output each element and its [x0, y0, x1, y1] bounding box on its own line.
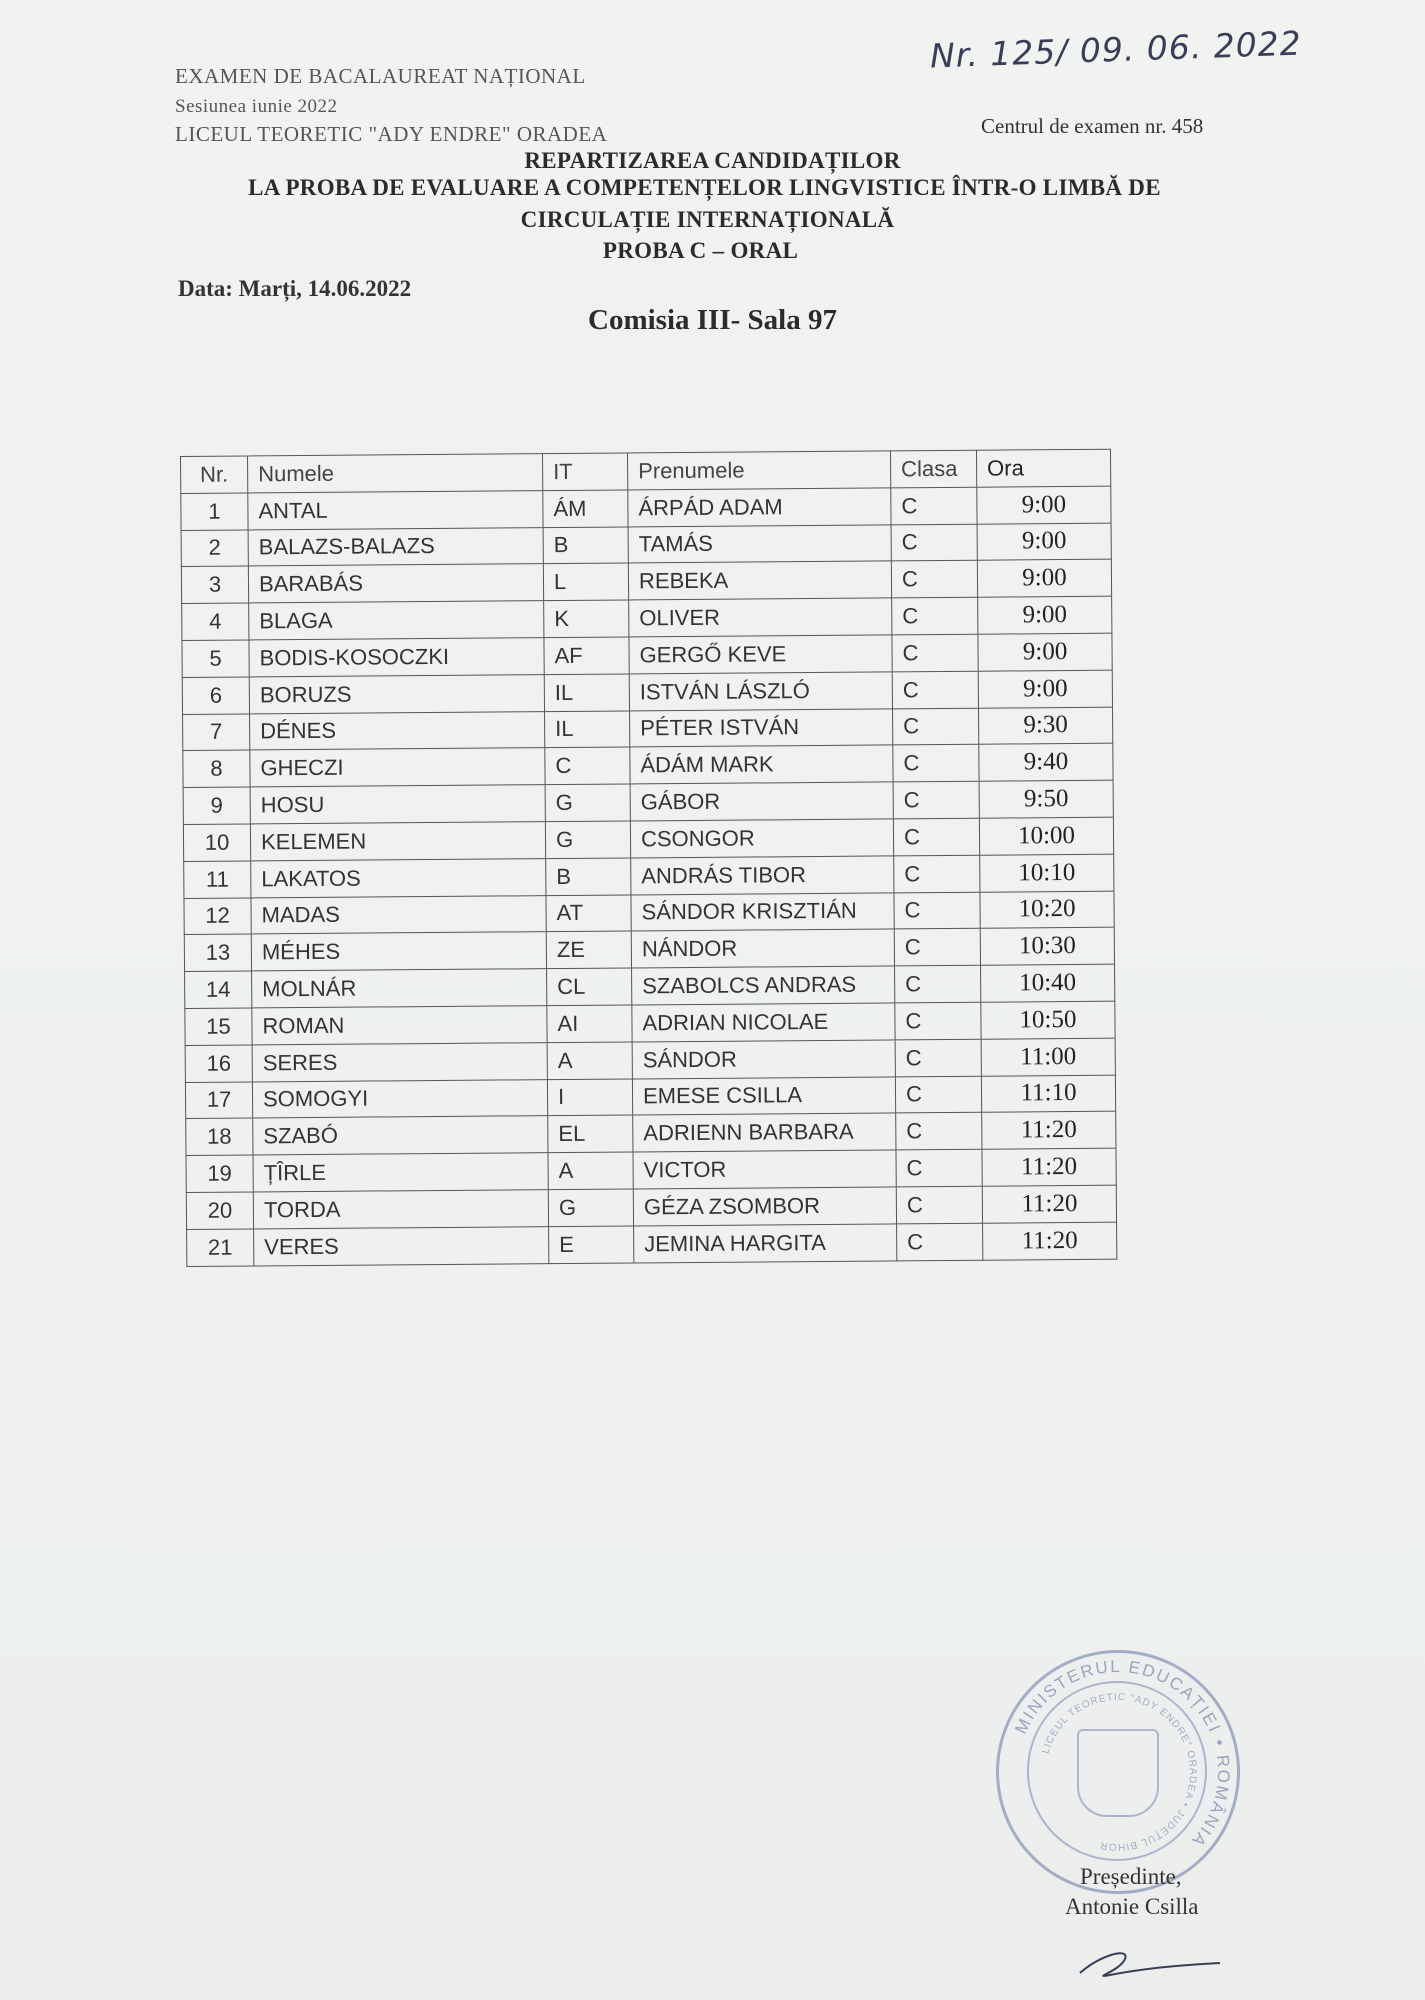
cell-numele: BORUZS: [249, 674, 544, 713]
cell-clasa: C: [893, 818, 979, 855]
cell-it: CL: [547, 968, 632, 1005]
cell-numele: HOSU: [250, 785, 545, 824]
cell-clasa: C: [892, 671, 978, 708]
signatory-name: Antonie Csilla: [1065, 1894, 1199, 1919]
cell-clasa: C: [893, 745, 979, 782]
cell-clasa: C: [895, 1002, 981, 1039]
header-numele: Numele: [248, 454, 543, 493]
cell-prenumele: SZABOLCS ANDRAS: [632, 966, 895, 1005]
cell-numele: KELEMEN: [250, 822, 545, 861]
cell-nr: 2: [181, 530, 248, 567]
cell-prenumele: CSONGOR: [630, 819, 893, 858]
cell-prenumele: ÁRPÁD ADAM: [628, 488, 891, 527]
cell-nr: 12: [184, 898, 251, 935]
cell-nr: 21: [187, 1229, 254, 1266]
cell-clasa: C: [895, 1039, 981, 1076]
cell-clasa: C: [895, 1076, 981, 1113]
cell-nr: 11: [184, 861, 251, 898]
cell-ora: 11:10: [981, 1075, 1115, 1113]
cell-ora: 9:30: [979, 707, 1113, 745]
cell-it: ZE: [546, 931, 631, 968]
cell-nr: 13: [184, 934, 251, 971]
cell-it: A: [547, 1042, 632, 1079]
cell-prenumele: REBEKA: [628, 561, 891, 600]
school-line: LICEUL TEORETIC "ADY ENDRE" ORADEA: [175, 122, 608, 146]
header-clasa: Clasa: [890, 450, 976, 487]
cell-ora: 11:20: [982, 1148, 1116, 1186]
header-ora: Ora: [976, 449, 1110, 487]
cell-prenumele: VICTOR: [633, 1150, 896, 1189]
cell-clasa: C: [894, 929, 980, 966]
cell-numele: SOMOGYI: [252, 1079, 547, 1118]
header-nr: Nr.: [181, 456, 248, 493]
cell-it: ÁM: [543, 490, 628, 527]
cell-numele: BALAZS-BALAZS: [248, 527, 543, 566]
table-row: [187, 1222, 1117, 1266]
cell-prenumele: JEMINA HARGITA: [634, 1224, 897, 1263]
title-line-2: LA PROBA DE EVALUARE A COMPETENȚELOR LINGVISTICE ÎNTR-O LIMBĂ DE: [248, 175, 1161, 200]
cell-it: B: [543, 527, 628, 564]
session-line: Sesiunea iunie 2022: [175, 96, 338, 117]
cell-prenumele: ANDRÁS TIBOR: [631, 856, 894, 895]
cell-it: A: [548, 1152, 633, 1189]
cell-prenumele: GERGŐ KEVE: [629, 635, 892, 674]
cell-it: EL: [548, 1115, 633, 1152]
cell-ora: 10:30: [980, 928, 1114, 966]
cell-prenumele: ISTVÁN LÁSZLÓ: [629, 672, 892, 711]
cell-ora: 9:50: [979, 780, 1113, 818]
cell-ora: 11:20: [983, 1222, 1117, 1260]
cell-clasa: C: [892, 597, 978, 634]
cell-ora: 10:40: [981, 964, 1115, 1002]
cell-it: B: [546, 858, 631, 895]
cell-ora: 10:20: [980, 891, 1114, 929]
cell-prenumele: ADRIENN BARBARA: [633, 1113, 896, 1152]
cell-clasa: C: [895, 965, 981, 1002]
cell-nr: 7: [183, 714, 250, 751]
cell-prenumele: GÁBOR: [630, 782, 893, 821]
cell-clasa: C: [891, 487, 977, 524]
handwritten-signature: [1070, 1935, 1230, 1985]
cell-clasa: C: [896, 1186, 982, 1223]
official-stamp: [996, 1650, 1240, 1894]
exam-center-number: Centrul de examen nr. 458: [981, 114, 1204, 138]
cell-ora: 9:40: [979, 744, 1113, 782]
cell-clasa: C: [892, 634, 978, 671]
cell-nr: 4: [182, 603, 249, 640]
handwritten-registration-number: Nr. 125/ 09. 06. 2022: [929, 23, 1303, 76]
cell-nr: 17: [185, 1081, 252, 1118]
cell-ora: 11:20: [982, 1112, 1116, 1150]
cell-it: G: [548, 1189, 633, 1226]
header-prenumele: Prenumele: [627, 451, 890, 490]
cell-it: IL: [544, 674, 629, 711]
cell-clasa: C: [896, 1149, 982, 1186]
exam-date: Data: Marți, 14.06.2022: [178, 276, 412, 301]
cell-ora: 9:00: [978, 596, 1112, 634]
cell-ora: 11:00: [981, 1038, 1115, 1076]
cell-prenumele: GÉZA ZSOMBOR: [633, 1187, 896, 1226]
cell-numele: SERES: [252, 1042, 547, 1081]
cell-nr: 9: [183, 787, 250, 824]
cell-it: IL: [545, 711, 630, 748]
cell-clasa: C: [893, 781, 979, 818]
cell-numele: ANTAL: [248, 490, 543, 529]
cell-numele: TORDA: [253, 1190, 548, 1229]
cell-ora: 9:00: [977, 523, 1111, 561]
cell-prenumele: OLIVER: [629, 598, 892, 637]
cell-numele: ȚÎRLE: [253, 1153, 548, 1192]
cell-nr: 10: [183, 824, 250, 861]
cell-clasa: C: [896, 1113, 982, 1150]
cell-it: AT: [546, 895, 631, 932]
cell-it: K: [544, 600, 629, 637]
cell-nr: 18: [186, 1118, 253, 1155]
cell-it: AI: [547, 1005, 632, 1042]
cell-it: L: [543, 563, 628, 600]
cell-prenumele: SÁNDOR: [632, 1040, 895, 1079]
cell-nr: 16: [185, 1045, 252, 1082]
cell-clasa: C: [894, 892, 980, 929]
title-line-3: CIRCULAȚIE INTERNAȚIONALĂ: [520, 207, 895, 232]
cell-prenumele: NÁNDOR: [631, 929, 894, 968]
cell-numele: MÉHES: [251, 932, 546, 971]
stamp-inner-text: LICEUL TEORETIC "ADY ENDRE" ORADEA • JUDEȚUL BIHOR: [1040, 1691, 1199, 1853]
cell-ora: 10:00: [979, 817, 1113, 855]
cell-prenumele: EMESE CSILLA: [632, 1076, 895, 1115]
cell-nr: 19: [186, 1155, 253, 1192]
cell-ora: 9:00: [978, 670, 1112, 708]
signature-block: [1065, 1864, 1199, 1920]
cell-clasa: C: [894, 855, 980, 892]
cell-clasa: C: [897, 1223, 983, 1260]
cell-it: AF: [544, 637, 629, 674]
commission-room: Comisia III- Sala 97: [588, 304, 837, 336]
cell-nr: 1: [181, 493, 248, 530]
cell-numele: ROMAN: [252, 1006, 547, 1045]
cell-nr: 5: [182, 640, 249, 677]
signatory-role: Președinte,: [1080, 1864, 1182, 1889]
cell-numele: GHECZI: [250, 748, 545, 787]
exam-header-line: EXAMEN DE BACALAUREAT NAȚIONAL: [175, 64, 586, 88]
cell-numele: LAKATOS: [251, 858, 546, 897]
cell-numele: BODIS-KOSOCZKI: [249, 638, 544, 677]
stamp-outer-text: MINISTERUL EDUCAȚIEI • ROMÂNIA: [1011, 1656, 1234, 1852]
cell-it: G: [545, 821, 630, 858]
cell-ora: 11:20: [982, 1185, 1116, 1223]
coat-of-arms-icon: [1077, 1729, 1159, 1817]
cell-nr: 6: [182, 677, 249, 714]
cell-numele: DÉNES: [250, 711, 545, 750]
cell-clasa: C: [893, 708, 979, 745]
cell-numele: MADAS: [251, 895, 546, 934]
cell-prenumele: PÉTER ISTVÁN: [630, 708, 893, 747]
cell-ora: 9:00: [977, 486, 1111, 524]
cell-prenumele: SÁNDOR KRISZTIÁN: [631, 892, 894, 931]
cell-nr: 20: [186, 1192, 253, 1229]
title-line-4: PROBA C – ORAL: [602, 238, 799, 263]
header-it: IT: [542, 453, 627, 490]
cell-prenumele: TAMÁS: [628, 525, 891, 564]
cell-clasa: C: [891, 524, 977, 561]
cell-ora: 10:10: [980, 854, 1114, 892]
cell-it: E: [549, 1226, 634, 1263]
cell-numele: SZABÓ: [253, 1116, 548, 1155]
cell-numele: MOLNÁR: [252, 969, 547, 1008]
cell-nr: 3: [181, 566, 248, 603]
cell-prenumele: ADRIAN NICOLAE: [632, 1003, 895, 1042]
cell-it: C: [545, 747, 630, 784]
cell-nr: 14: [185, 971, 252, 1008]
cell-nr: 8: [183, 750, 250, 787]
cell-numele: VERES: [254, 1226, 549, 1265]
cell-clasa: C: [891, 561, 977, 598]
cell-numele: BARABÁS: [248, 564, 543, 603]
cell-ora: 10:50: [981, 1001, 1115, 1039]
cell-prenumele: ÁDÁM MARK: [630, 745, 893, 784]
title-line-1: REPARTIZAREA CANDIDAȚILOR: [524, 148, 901, 173]
cell-ora: 9:00: [977, 560, 1111, 598]
cell-nr: 15: [185, 1008, 252, 1045]
cell-numele: BLAGA: [249, 601, 544, 640]
cell-it: I: [547, 1079, 632, 1116]
cell-ora: 9:00: [978, 633, 1112, 671]
cell-it: G: [545, 784, 630, 821]
candidates-table: [180, 449, 1117, 1267]
